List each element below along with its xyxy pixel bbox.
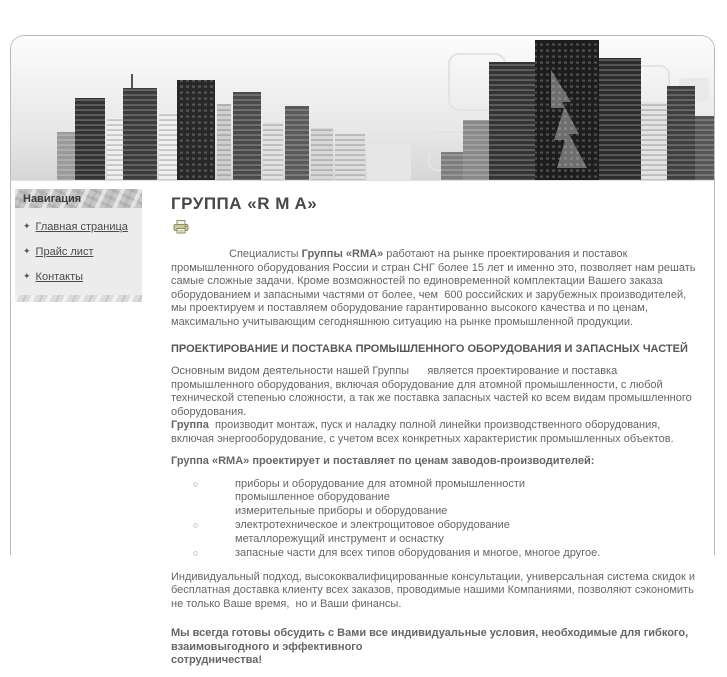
sidebar <box>11 181 159 302</box>
product-line: запасные части для всех типов оборудования и многое, многое другое. <box>235 547 601 559</box>
sidebar-link-contacts[interactable]: Контакты <box>35 271 84 283</box>
sidebar-link-pricelist[interactable]: Прайс лист <box>35 246 94 258</box>
navigation-links <box>15 208 142 295</box>
sidebar-link-home[interactable]: Главная страница <box>35 221 128 233</box>
diamond-bullet-icon: ✦ <box>23 221 31 231</box>
activity-text: Основным видом деятельности нашей Группы является проектирование и поставка промышленного оборудования, включая оборудование для атомной промышленности, с любой технической степенью сложности, а так же поставка запасных частей ко всем видам промышленного оборудования. <box>171 365 692 418</box>
intro-bold-company: Группы «RMA» <box>301 248 384 260</box>
printer-icon <box>173 220 189 234</box>
diamond-bullet-icon: ✦ <box>23 271 31 281</box>
navigation-heading: Навигация <box>15 189 142 208</box>
benefits-paragraph: Индивидуальный подход, высококвалифицированные консультации, универсальная система скидок и бесплатная доставка клиенту всех заказов, проводимые нашими Компаниями, позволяют сэкономить не только Ваше время, но и Ваши финансы. <box>171 570 695 610</box>
print-button[interactable] <box>173 220 189 234</box>
product-list-intro: Группа «RMA» проектирует и поставляет по ценам заводов-производителей: <box>171 455 595 467</box>
product-line: измерительные приборы и оборудование <box>235 504 448 517</box>
closing-paragraph <box>171 627 702 668</box>
sidebar-item-pricelist[interactable] <box>23 242 138 260</box>
intro-paragraph <box>171 248 702 329</box>
header-banner <box>11 36 714 181</box>
sidebar-item-contacts[interactable] <box>23 267 138 285</box>
product-list <box>171 478 702 561</box>
sidebar-item-home[interactable] <box>23 217 138 235</box>
page-body <box>11 181 714 677</box>
site-container <box>10 35 715 666</box>
activity-text-rest: производит монтаж, пуск и наладку полной линейки производственного оборудования, включая энергооборудование, с учетом всех конкретных характеристик промышленных объектов. <box>171 419 674 445</box>
activity-bold-group: Группа <box>171 419 209 431</box>
product-line: электротехническое и электрощитовое оборудование <box>235 519 510 531</box>
intro-text-rest: работают на рынке проектирования и поставок промышленного оборудования России и стран СНГ более 15 лет и именно это, позволяет нам решать самые сложные задачи. Кроме возможностей по единовременной комплектации Вашего заказа оборудованием и запасными частями от более, чем 600 российских и зарубежных производителей, мы проектируем и поставляем оборудование гарантированно высокого качества и по ценам, максимально учитывающим сегодняшнюю ситуацию на рынке промышленной продукции. <box>171 248 696 328</box>
intro-text: Специалисты <box>229 248 302 260</box>
page-title: ГРУППА «R M A» <box>171 194 318 213</box>
circle-bullet-icon: ○ <box>193 548 199 558</box>
product-line: приборы и оборудование для атомной промышленности <box>235 477 526 490</box>
navigation-box-footer <box>15 295 142 302</box>
product-line: металлорежущий инструмент и оснастку <box>235 532 444 545</box>
activity-paragraph <box>171 365 702 446</box>
product-line: промышленное оборудование <box>235 491 390 503</box>
city-skyline-image <box>11 36 714 180</box>
diamond-bullet-icon: ✦ <box>23 246 31 256</box>
navigation-box <box>15 189 142 302</box>
list-item <box>171 478 702 519</box>
closing-line-2: сотрудничества! <box>171 654 263 666</box>
circle-bullet-icon: ○ <box>193 520 199 530</box>
section-heading: ПРОЕКТИРОВАНИЕ И ПОСТАВКА ПРОМЫШЛЕННОГО ОБОРУДОВАНИЯ И ЗАПАСНЫХ ЧАСТЕЙ <box>171 343 688 355</box>
list-item <box>171 519 702 546</box>
main-content <box>159 181 714 677</box>
circle-bullet-icon: ○ <box>193 478 199 489</box>
closing-line-1: Мы всегда готовы обсудить с Вами все индивидуальные условия, необходимые для гибкого, взаимовыгодного и эффективного <box>171 627 689 653</box>
list-item <box>171 547 702 561</box>
